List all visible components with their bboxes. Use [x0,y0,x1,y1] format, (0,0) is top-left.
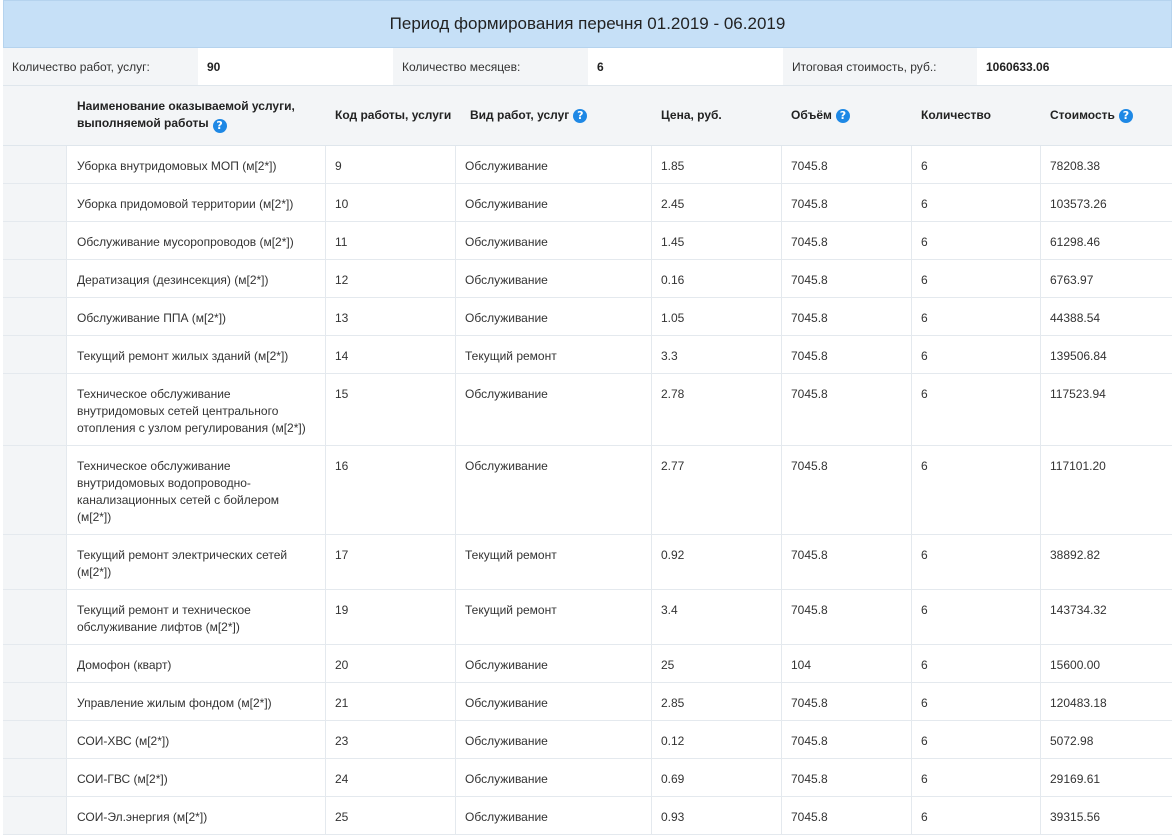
cell-price: 0.93 [652,797,782,834]
table-row [3,590,1172,645]
cell-volume: 7045.8 [782,336,912,373]
cell-code: 14 [326,336,456,373]
column-header-name [67,86,326,145]
cell-quantity: 6 [912,184,1041,221]
cell-price: 1.05 [652,298,782,335]
period-title: Период формирования перечня 01.2019 - 06.2019 [3,0,1172,48]
cell-name: СОИ-ГВС (м[2*]) [67,759,326,796]
cell-volume: 7045.8 [782,146,912,183]
cell-name: Домофон (кварт) [67,645,326,682]
column-header-code-label: Код работы, услуги [335,108,452,122]
cell-type: Обслуживание [456,797,652,834]
cell-price: 3.3 [652,336,782,373]
cell-type: Обслуживание [456,645,652,682]
column-header-type [456,86,652,145]
cell-volume: 7045.8 [782,535,912,589]
table-row [3,797,1172,835]
header-spacer [3,86,67,145]
cell-volume: 7045.8 [782,374,912,445]
cell-volume: 7045.8 [782,683,912,720]
cell-price: 3.4 [652,590,782,644]
cell-price: 0.16 [652,260,782,297]
cell-code: 12 [326,260,456,297]
cell-cost: 44388.54 [1050,311,1101,325]
cell-code: 10 [326,184,456,221]
cell-type: Обслуживание [456,146,652,183]
cell-quantity: 6 [912,336,1041,373]
cell-quantity: 6 [912,590,1041,644]
cell-volume: 7045.8 [782,797,912,834]
cell-quantity: 6 [912,721,1041,758]
cell-name: СОИ-ХВС (м[2*]) [67,721,326,758]
cell-name: Техническое обслуживание внутридомовых водопроводно-канализационных сетей с бойлером (м[2*]) [67,446,326,534]
cell-quantity: 6 [912,797,1041,834]
table-body [3,146,1172,835]
cell-code: 15 [326,374,456,445]
column-header-code [326,86,456,145]
cell-cost: 103573.26 [1050,197,1107,211]
cell-cost: 15600.00 [1050,658,1101,672]
row-spacer [3,683,67,720]
cell-type: Обслуживание [456,374,652,445]
works-count-label: Количество работ, услуг: [3,48,198,85]
cell-code: 13 [326,298,456,335]
cell-quantity: 6 [912,645,1041,682]
cell-name: Уборка придомовой территории (м[2*]) [67,184,326,221]
cell-volume: 7045.8 [782,184,912,221]
cell-type: Обслуживание [456,184,652,221]
question-circle-icon[interactable]: ? [1119,109,1133,123]
column-header-name-label: Наименование оказываемой услуги, выполняемой работы [77,99,295,130]
cell-quantity: 6 [912,759,1041,796]
column-header-price-label: Цена, руб. [661,108,722,122]
cell-quantity: 6 [912,683,1041,720]
cell-code: 9 [326,146,456,183]
cell-type: Обслуживание [456,721,652,758]
cell-quantity: 6 [912,146,1041,183]
cell-quantity: 6 [912,260,1041,297]
column-header-quantity [912,86,1041,145]
cell-price: 2.77 [652,446,782,534]
table-header [3,86,1172,146]
cell-type: Обслуживание [456,759,652,796]
cell-cost: 117101.20 [1050,459,1106,473]
total-cost-label: Итоговая стоимость, руб.: [783,48,977,85]
cell-code: 23 [326,721,456,758]
cell-volume: 7045.8 [782,721,912,758]
row-spacer [3,721,67,758]
cell-volume: 7045.8 [782,446,912,534]
table-row [3,374,1172,446]
cell-cost: 143734.32 [1050,603,1107,617]
row-spacer [3,260,67,297]
cell-price: 0.12 [652,721,782,758]
cell-type: Текущий ремонт [456,336,652,373]
cell-cost: 38892.82 [1050,548,1101,562]
cell-code: 21 [326,683,456,720]
cell-quantity: 6 [912,222,1041,259]
cell-type: Обслуживание [456,298,652,335]
cell-price: 2.78 [652,374,782,445]
column-header-type-label: Вид работ, услуг [470,108,570,122]
cell-price: 1.85 [652,146,782,183]
cell-type: Обслуживание [456,222,652,259]
cell-code: 20 [326,645,456,682]
cell-code: 19 [326,590,456,644]
cell-cost: 39315.56 [1050,810,1101,824]
cell-code: 11 [326,222,456,259]
table-row [3,184,1172,222]
cell-price: 1.45 [652,222,782,259]
cell-price: 2.85 [652,683,782,720]
cell-quantity: 6 [912,535,1041,589]
table-row [3,260,1172,298]
cell-name: Текущий ремонт электрических сетей (м[2*]) [67,535,326,589]
cell-cost: 139506.84 [1050,349,1107,363]
table-row [3,146,1172,184]
total-cost-value: 1060633.06 [977,48,1172,85]
cell-quantity: 6 [912,446,1041,534]
cell-volume: 7045.8 [782,298,912,335]
cell-cost: 29169.61 [1050,772,1101,786]
cell-price: 0.69 [652,759,782,796]
table-row [3,535,1172,590]
question-circle-icon[interactable]: ? [213,119,227,133]
question-circle-icon[interactable]: ? [836,109,850,123]
table-row [3,298,1172,336]
cell-name: Текущий ремонт и техническое обслуживание лифтов (м[2*]) [67,590,326,644]
services-list-panel [3,0,1172,835]
cell-type: Обслуживание [456,683,652,720]
cell-name: Техническое обслуживание внутридомовых сетей центрального отопления с узлом регулирования (м[2*]) [67,374,326,445]
cell-price: 0.92 [652,535,782,589]
row-spacer [3,146,67,183]
column-header-cost [1041,86,1172,145]
row-spacer [3,645,67,682]
column-header-volume [782,86,912,145]
column-header-volume-label: Объём [791,108,832,122]
question-circle-icon[interactable]: ? [573,109,587,123]
cell-name: СОИ-Эл.энергия (м[2*]) [67,797,326,834]
cell-cost: 117523.94 [1050,387,1106,401]
row-spacer [3,298,67,335]
table-row [3,222,1172,260]
cell-cost: 78208.38 [1050,159,1101,173]
cell-cost: 6763.97 [1050,273,1094,287]
cell-cost: 120483.18 [1050,696,1107,710]
table-row [3,683,1172,721]
row-spacer [3,374,67,445]
cell-name: Обслуживание ППА (м[2*]) [67,298,326,335]
cell-code: 17 [326,535,456,589]
table-row [3,721,1172,759]
cell-quantity: 6 [912,374,1041,445]
cell-volume: 104 [782,645,912,682]
cell-name: Обслуживание мусоропроводов (м[2*]) [67,222,326,259]
row-spacer [3,446,67,534]
cell-type: Обслуживание [456,446,652,534]
months-count-value: 6 [588,48,783,85]
summary-bar [3,48,1172,86]
row-spacer [3,184,67,221]
works-count-value: 90 [198,48,393,85]
cell-type: Текущий ремонт [456,590,652,644]
cell-code: 24 [326,759,456,796]
cell-code: 25 [326,797,456,834]
column-header-quantity-label: Количество [921,108,991,122]
row-spacer [3,336,67,373]
cell-volume: 7045.8 [782,759,912,796]
cell-code: 16 [326,446,456,534]
cell-price: 25 [652,645,782,682]
cell-name: Уборка внутридомовых МОП (м[2*]) [67,146,326,183]
cell-volume: 7045.8 [782,222,912,259]
column-header-cost-label: Стоимость [1050,108,1115,122]
cell-name: Текущий ремонт жилых зданий (м[2*]) [67,336,326,373]
row-spacer [3,590,67,644]
column-header-price [652,86,782,145]
row-spacer [3,797,67,834]
table-row [3,759,1172,797]
table-row [3,336,1172,374]
cell-volume: 7045.8 [782,590,912,644]
cell-name: Дератизация (дезинсекция) (м[2*]) [67,260,326,297]
cell-type: Текущий ремонт [456,535,652,589]
row-spacer [3,759,67,796]
cell-cost: 5072.98 [1050,734,1094,748]
row-spacer [3,535,67,589]
table-row [3,446,1172,535]
row-spacer [3,222,67,259]
cell-type: Обслуживание [456,260,652,297]
cell-name: Управление жилым фондом (м[2*]) [67,683,326,720]
cell-price: 2.45 [652,184,782,221]
cell-volume: 7045.8 [782,260,912,297]
cell-cost: 61298.46 [1050,235,1101,249]
months-count-label: Количество месяцев: [393,48,588,85]
cell-quantity: 6 [912,298,1041,335]
table-row [3,645,1172,683]
